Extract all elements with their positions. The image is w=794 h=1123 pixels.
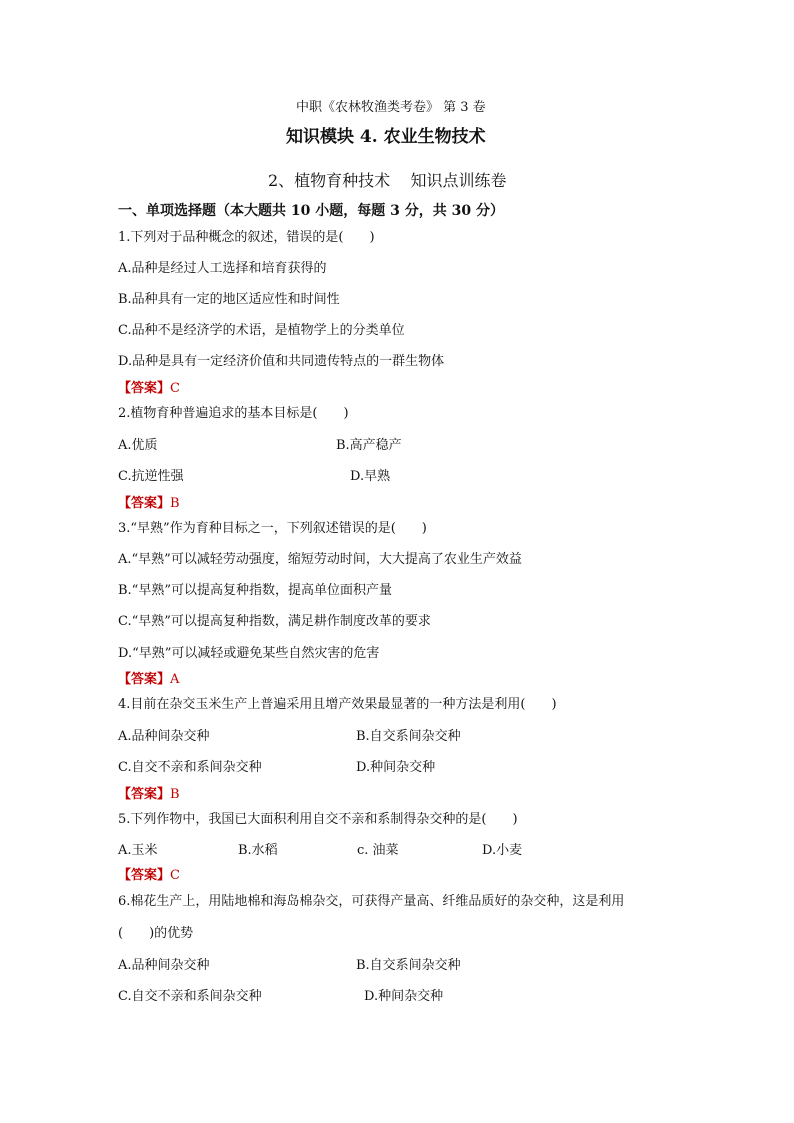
answer-label: 【答案】 xyxy=(118,381,171,396)
answer-label: 【答案】 xyxy=(118,787,171,802)
option-d: D.品种是具有一定经济价值和共同遗传特点的一群生物体 xyxy=(118,354,445,369)
exam-series-title: 中职《农林牧渔类考卷》 第 3 卷 xyxy=(296,100,486,115)
answer-value: C xyxy=(170,868,180,883)
option-d: D.“早熟”可以减轻或避免某些自然灾害的危害 xyxy=(118,646,380,661)
option-b: B.自交系间杂交种 xyxy=(356,958,461,973)
answer-label: 【答案】 xyxy=(118,496,171,511)
option-c: C.抗逆性强 xyxy=(118,469,184,484)
option-a: A.品种间杂交种 xyxy=(118,958,210,973)
answer-label: 【答案】 xyxy=(118,672,171,687)
option-d: D.种间杂交种 xyxy=(364,989,444,1004)
answer-value: C xyxy=(170,381,180,396)
paper-subtitle: 2、植物育种技术 知识点训练卷 xyxy=(268,171,507,190)
answer-value: B xyxy=(170,496,180,511)
option-a: A.品种是经过人工选择和培育获得的 xyxy=(118,261,327,276)
option-a: A.品种间杂交种 xyxy=(118,729,210,744)
option-c: C.品种不是经济学的术语，是植物学上的分类单位 xyxy=(118,323,405,338)
option-a: A.玉米 xyxy=(118,843,158,858)
answer-value: B xyxy=(170,787,180,802)
option-b: B.水稻 xyxy=(238,843,278,858)
question-stem: 4.目前在杂交玉米生产上普遍采用且增产效果最显著的一种方法是利用( ) xyxy=(118,697,557,712)
option-c: C.自交不亲和系间杂交种 xyxy=(118,989,262,1004)
option-b: B.自交系间杂交种 xyxy=(356,729,461,744)
answer-line xyxy=(118,786,180,804)
module-title: 知识模块 4. 农业生物技术 xyxy=(286,127,486,147)
option-a: A.优质 xyxy=(118,438,158,453)
option-c: C.自交不亲和系间杂交种 xyxy=(118,760,262,775)
option-d: D.小麦 xyxy=(482,843,523,858)
option-d: D.种间杂交种 xyxy=(356,760,436,775)
option-d: D.早熟 xyxy=(350,469,391,484)
question-stem: 6.棉花生产上，用陆地棉和海岛棉杂交，可获得产量高、纤维品质好的杂交种，这是利用 xyxy=(118,894,625,909)
option-c: C.“早熟”可以提高复种指数，满足耕作制度改革的要求 xyxy=(118,614,431,629)
option-b: B.“早熟”可以提高复种指数，提高单位面积产量 xyxy=(118,583,392,598)
option-b: B.高产稳产 xyxy=(336,438,402,453)
answer-line xyxy=(118,380,180,398)
section-title: 一、单项选择题（本大题共 10 小题，每题 3 分，共 30 分） xyxy=(118,203,504,219)
answer-value: A xyxy=(170,672,180,687)
option-b: B.品种具有一定的地区适应性和时间性 xyxy=(118,292,340,307)
question-stem-continued: ( )的优势 xyxy=(118,926,194,941)
answer-line xyxy=(118,671,179,689)
question-stem: 1.下列对于品种概念的叙述，错误的是( ) xyxy=(118,230,375,245)
option-c: c. 油菜 xyxy=(357,843,399,858)
option-a: A.“早熟”可以减轻劳动强度，缩短劳动时间，大大提高了农业生产效益 xyxy=(118,552,522,567)
answer-line xyxy=(118,867,180,885)
answer-label: 【答案】 xyxy=(118,868,171,883)
question-stem: 3.“早熟”作为育种目标之一，下列叙述错误的是( ) xyxy=(118,521,427,536)
question-stem: 5.下列作物中，我国已大面积利用自交不亲和系制得杂交种的是( ) xyxy=(118,812,518,827)
answer-line xyxy=(118,495,180,513)
question-stem: 2.植物育种普遍追求的基本目标是( ) xyxy=(118,406,349,421)
